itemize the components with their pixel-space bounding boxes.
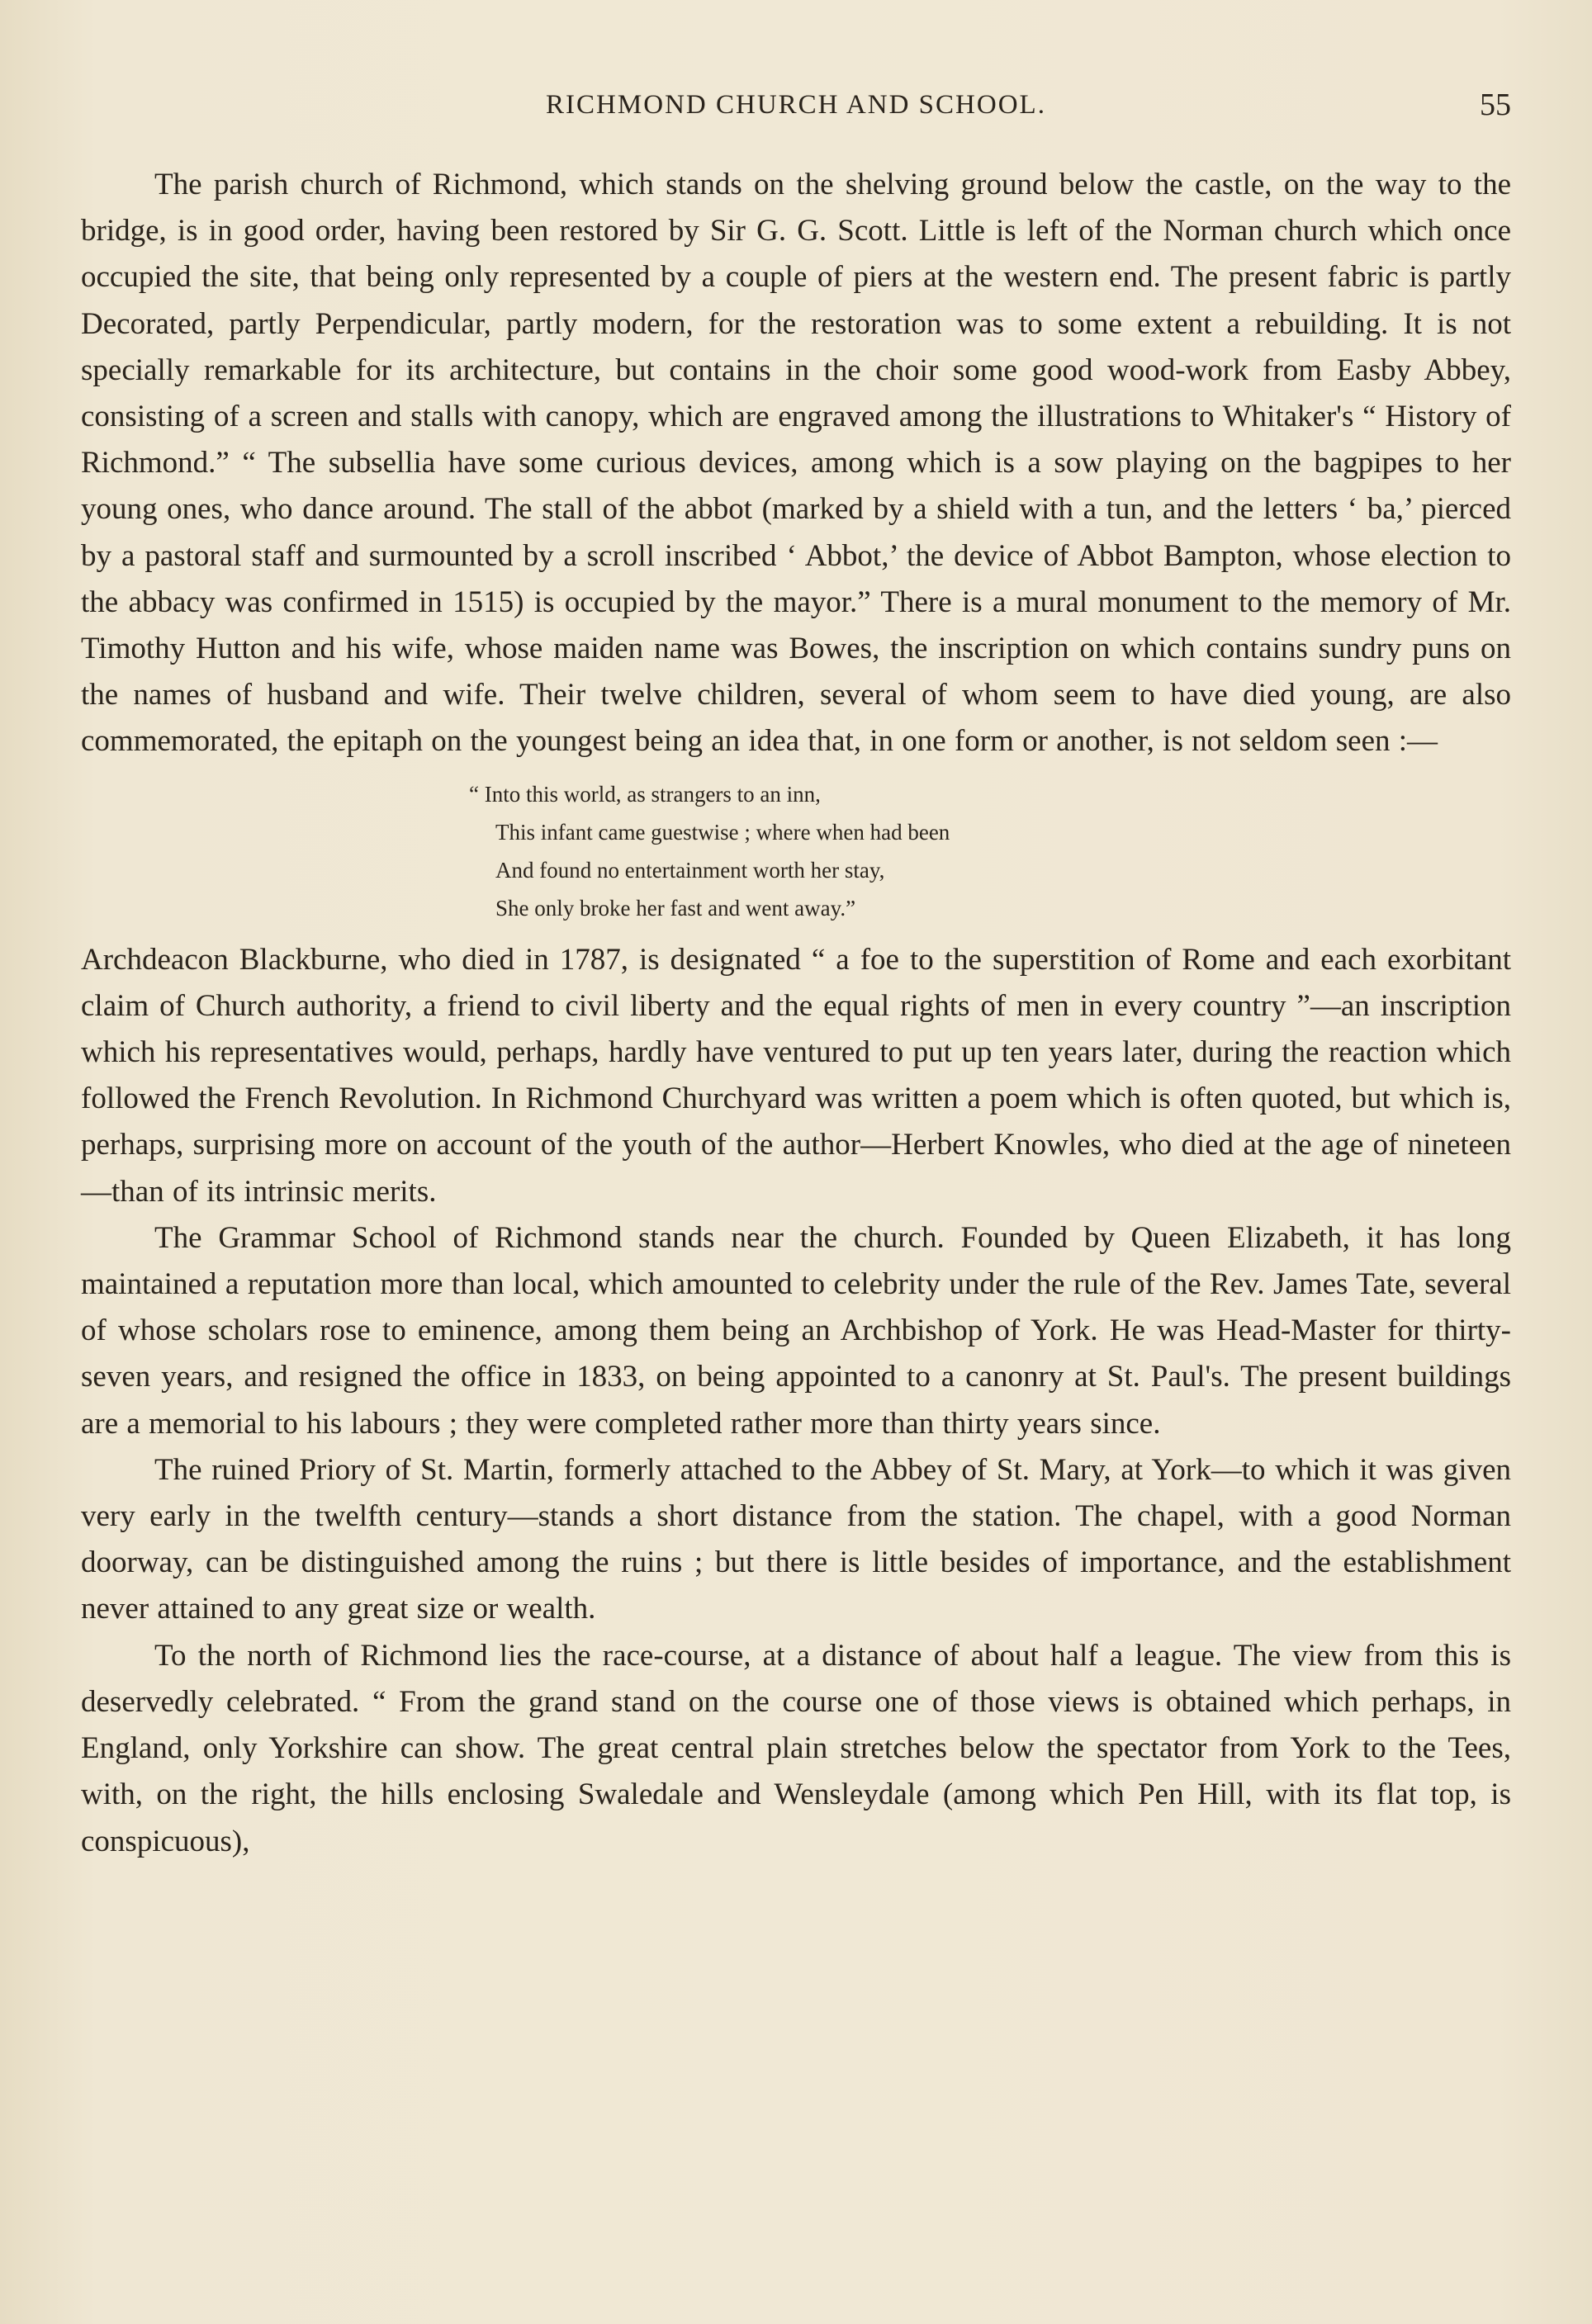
verse-line: “ Into this world, as strangers to an inn, — [469, 781, 821, 807]
page-number: 55 — [1480, 88, 1511, 122]
running-title: RICHMOND CHURCH AND SCHOOL. — [546, 90, 1046, 120]
running-head — [0, 84, 1592, 125]
verse-line: And found no entertainment worth her stay, — [495, 857, 885, 883]
paragraph-race-course: To the north of Richmond lies the race-course, at a distance of about half a league. The view from this is deservedly celebrated. “ From the grand stand on the course one of those views is obtained which perhaps, in England, only Yorkshire can show. The great central plain stretches below the spectator from York to the Tees, with, on the right, the hills enclosing Swaledale and Wensleydale (among which Pen Hill, with its flat top, is conspicuous), — [81, 1638, 1511, 1858]
epitaph-verse — [469, 775, 1511, 927]
verse-line: She only broke her fast and went away.” — [495, 895, 856, 921]
paragraph-priory: The ruined Priory of St. Martin, formerly attached to the Abbey of St. Mary, at York—to which it was given very early in the twelfth century—stands a short distance from the station. The chapel, with a good Norman doorway, can be distinguished among the ruins ; but there is little besides of importance, and the establishment never attained to any great size or wealth. — [81, 1452, 1511, 1626]
paragraph-grammar-school: The Grammar School of Richmond stands near the church. Founded by Queen Elizabeth, it has long maintained a reputation more than local, which amounted to celebrity under the rule of the Rev. James Tate, several of whose scholars rose to eminence, among them being an Archbishop of York. He was Head-Master for thirty-seven years, and resigned the office in 1833, on being appointed to a canonry at St. Paul's. The present buildings are a memorial to his labours ; they were completed rather more than thirty years since. — [81, 1220, 1511, 1441]
verse-line: This infant came guestwise ; where when had been — [495, 819, 950, 845]
body-text — [81, 162, 1511, 1865]
paragraph-parish-church: The parish church of Richmond, which stands on the shelving ground below the castle, on the way to the bridge, is in good order, having been restored by Sir G. G. Scott. Little is left of the Norman church which once occupied the site, that being only represented by a couple of piers at the western end. The present fabric is partly Decorated, partly Perpendicular, partly modern, for the restoration was to some extent a rebuilding. It is not specially remarkable for its architecture, but contains in the choir some good wood-work from Easby Abbey, consisting of a screen and stalls with canopy, which are engraved among the illustrations to Whitaker's “ History of Richmond.” “ The subsellia have some curious devices, among which is a sow playing on the bagpipes to her young ones, who dance around. The stall of the abbot (marked by a shield with a tun, and the letters ‘ ba,’ pierced by a pastoral staff and surmounted by a scroll inscribed ‘ Abbot,’ the device of Abbot Bampton, whose election to the abbacy was confirmed in 1515) is occupied by the mayor.” There is a mural monument to the memory of Mr. Timothy Hutton and his wife, whose maiden name was Bowes, the inscription on which contains sundry puns on the names of husband and wife. Their twelve children, several of whom seem to have died young, are also commemorated, the epitaph on the youngest being an idea that, in one form or another, is not seldom seen :— — [81, 168, 1511, 759]
paragraph-archdeacon: Archdeacon Blackburne, who died in 1787, is designated “ a foe to the superstition of Rome and each exorbitant claim of Church authority, a friend to civil liberty and the equal rights of men in every country ”—an inscription which his representatives would, perhaps, hardly have ventured to put up ten years later, during the reaction which followed the French Revolution. In Richmond Churchyard was written a poem which is often quoted, but which is, perhaps, surprising more on account of the youth of the author—Herbert Knowles, who died at the age of nineteen—than of its intrinsic merits. — [81, 942, 1511, 1209]
